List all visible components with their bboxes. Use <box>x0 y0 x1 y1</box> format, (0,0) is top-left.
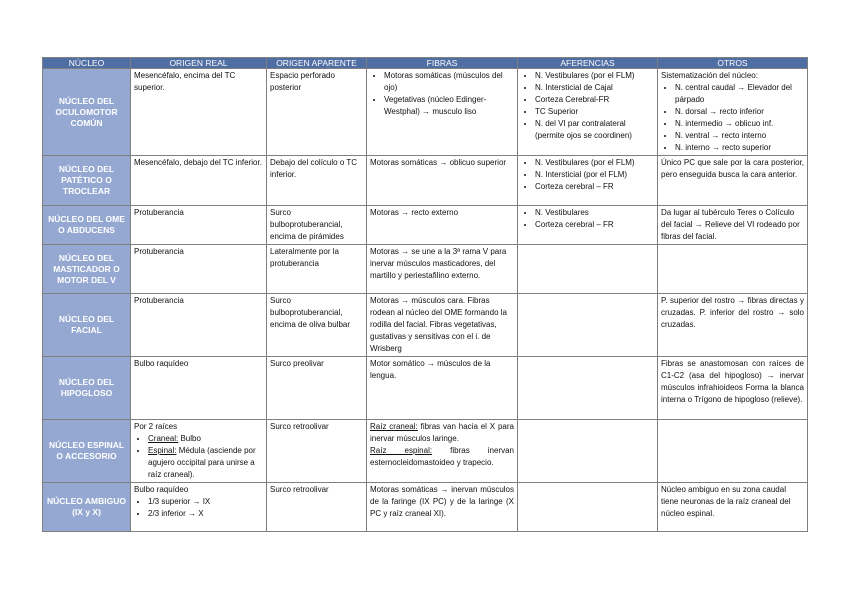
fibras-part <box>370 421 514 445</box>
otros-cell: Da lugar al tubérculo Teres o Colículo del facial → Relieve del VI rodeado por fibras del facial. <box>658 206 808 245</box>
otros-cell: P. superior del rostro → fibras directas y cruzadas. P. inferior del rostro → solo cruzadas. <box>658 294 808 357</box>
fibras-cell: Motoras → músculos cara. Fibras rodean al núcleo del OME formando la rodilla del facial. Fibras vegetativas, gustativas y sensitivas con el i. de Wrisberg <box>367 294 518 357</box>
root-text: Médula (asciende por agujero occipital para unirse a raíz craneal). <box>148 446 256 479</box>
list-item: • Corteza Cerebral-FR <box>535 94 654 106</box>
table-row <box>43 294 808 357</box>
table-row <box>43 69 808 156</box>
aferencias-cell <box>518 294 658 357</box>
origen-real-cell <box>131 483 267 532</box>
list-item: • N. Vestibulares (por el FLM) <box>535 70 654 82</box>
list-item: • N. interno → recto superior <box>675 142 804 154</box>
list-item: • TC Superior <box>535 106 654 118</box>
table-row <box>43 245 808 294</box>
list-item: • Corteza cerebral – FR <box>535 181 654 193</box>
origen-real-cell: Mesencéfalo, debajo del TC inferior. <box>131 156 267 206</box>
header-fibras: FIBRAS <box>367 58 518 69</box>
aferencias-cell <box>518 357 658 420</box>
origen-real-cell: Mesencéfalo, encima del TC superior. <box>131 69 267 156</box>
list-item <box>148 445 263 481</box>
header-origen-aparente: ORIGEN APARENTE <box>267 58 367 69</box>
list-item: • N. dorsal → recto inferior <box>675 106 804 118</box>
origen-aparente-cell: Lateralmente por la protuberancia <box>267 245 367 294</box>
otros-cell <box>658 69 808 156</box>
nucleus-name: NÚCLEO ESPINAL O ACCESORIO <box>43 420 131 483</box>
otros-cell: Único PC que sale por la cara posterior, pero enseguida busca la cara anterior. <box>658 156 808 206</box>
fibras-cell: Motoras → recto externo <box>367 206 518 245</box>
nucleus-name: NÚCLEO AMBIGUO (IX y X) <box>43 483 131 532</box>
origen-aparente-cell: Surco preolivar <box>267 357 367 420</box>
fibras-cell <box>367 420 518 483</box>
list-item: • N. Intersticial de Cajal <box>535 82 654 94</box>
list-item: • Vegetativas (núcleo Edinger-Westphal) → musculo liso <box>384 94 514 118</box>
origen-aparente-cell: Surco bulboprotuberancial, encima de oliva bulbar <box>267 294 367 357</box>
list-item: • Motoras somáticas (músculos del ojo) <box>384 70 514 94</box>
origen-real-intro: Por 2 raíces <box>134 422 178 431</box>
root-label: Raíz espinal: <box>370 446 433 455</box>
fibras-cell: Motoras somáticas → inervan músculos de la faringe (IX PC) y de la laringe (X PC y raíz craneal XI). <box>367 483 518 532</box>
list-item: • 1/3 superior → IX <box>148 496 263 508</box>
origen-aparente-cell: Surco retroolivar <box>267 420 367 483</box>
header-nucleo: NÚCLEO <box>43 58 131 69</box>
header-origen-real: ORIGEN REAL <box>131 58 267 69</box>
list-item: • N. central caudal → Elevador del párpado <box>675 82 804 106</box>
otros-cell: Núcleo ambiguo en su zona caudal tiene neuronas de la raíz craneal del núcleo espinal. <box>658 483 808 532</box>
origen-aparente-cell: Debajo del colículo o TC inferior. <box>267 156 367 206</box>
header-aferencias: AFERENCIAS <box>518 58 658 69</box>
origen-aparente-cell: Espacio perforado posterior <box>267 69 367 156</box>
table-row <box>43 206 808 245</box>
aferencias-cell <box>518 245 658 294</box>
nucleus-name: NÚCLEO DEL OME O ABDUCENS <box>43 206 131 245</box>
root-label: Espinal: <box>148 446 177 455</box>
nuclei-table <box>42 57 808 532</box>
otros-cell <box>658 245 808 294</box>
table-row <box>43 357 808 420</box>
list-item: • N. Vestibulares <box>535 207 654 219</box>
root-label: Craneal: <box>148 434 179 443</box>
otros-cell: Fibras se anastomosan con raíces de C1-C2 (asa del hipogloso) → inervar músculos infrahioideos Forma la blanca interna o Trígono de hipogloso (relieve). <box>658 357 808 420</box>
origen-aparente-cell: Surco retroolivar <box>267 483 367 532</box>
fibras-cell: Motor somático → músculos de la lengua. <box>367 357 518 420</box>
list-item: • 2/3 inferior → X <box>148 508 263 520</box>
fibras-cell: Motoras → se une a la 3ª rama V para inervar músculos masticadores, del martillo y periestafilino externo. <box>367 245 518 294</box>
root-label: Raíz craneal: <box>370 422 418 431</box>
list-item: • N. ventral → recto interno <box>675 130 804 142</box>
aferencias-cell <box>518 420 658 483</box>
list-item <box>148 433 263 445</box>
list-item: • N. del VI par contralateral (permite ojos se coordinen) <box>535 118 654 142</box>
fibras-cell: Motoras somáticas → oblicuo superior <box>367 156 518 206</box>
table-row <box>43 420 808 483</box>
origen-real-cell <box>131 420 267 483</box>
nucleus-name: NÚCLEO DEL PATÉTICO O TROCLEAR <box>43 156 131 206</box>
list-item: • Corteza cerebral – FR <box>535 219 654 231</box>
list-item: • N. Intersticial (por el FLM) <box>535 169 654 181</box>
list-item: • N. Vestibulares (por el FLM) <box>535 157 654 169</box>
origen-real-cell: Protuberancia <box>131 294 267 357</box>
table-row <box>43 156 808 206</box>
aferencias-cell <box>518 69 658 156</box>
header-otros: OTROS <box>658 58 808 69</box>
nucleus-name: NÚCLEO DEL HIPOGLOSO <box>43 357 131 420</box>
table-row <box>43 483 808 532</box>
aferencias-cell <box>518 206 658 245</box>
fibras-cell <box>367 69 518 156</box>
aferencias-cell <box>518 156 658 206</box>
fibras-part <box>370 445 514 469</box>
otros-intro: Sistematización del núcleo: <box>661 71 758 80</box>
root-text: fibras van hacia el X para inervar músculos laringe. <box>370 422 514 443</box>
nucleus-name: NÚCLEO DEL FACIAL <box>43 294 131 357</box>
origen-real-cell: Protuberancia <box>131 206 267 245</box>
root-text: Bulbo <box>178 434 201 443</box>
otros-cell <box>658 420 808 483</box>
origen-real-cell: Bulbo raquídeo <box>131 357 267 420</box>
origen-aparente-cell: Surco bulboprotuberancial, encima de pirámides <box>267 206 367 245</box>
origen-real-intro: Bulbo raquídeo <box>134 485 189 494</box>
nucleus-name: NÚCLEO DEL OCULOMOTOR COMÚN <box>43 69 131 156</box>
nucleus-name: NÚCLEO DEL MASTICADOR O MOTOR DEL V <box>43 245 131 294</box>
root-text: fibras inervan esternocleidomastoideo y trapecio. <box>370 446 515 467</box>
origen-real-cell: Protuberancia <box>131 245 267 294</box>
aferencias-cell <box>518 483 658 532</box>
header-row <box>43 58 808 69</box>
list-item: • N. intermedio → oblicuo inf. <box>675 118 804 130</box>
